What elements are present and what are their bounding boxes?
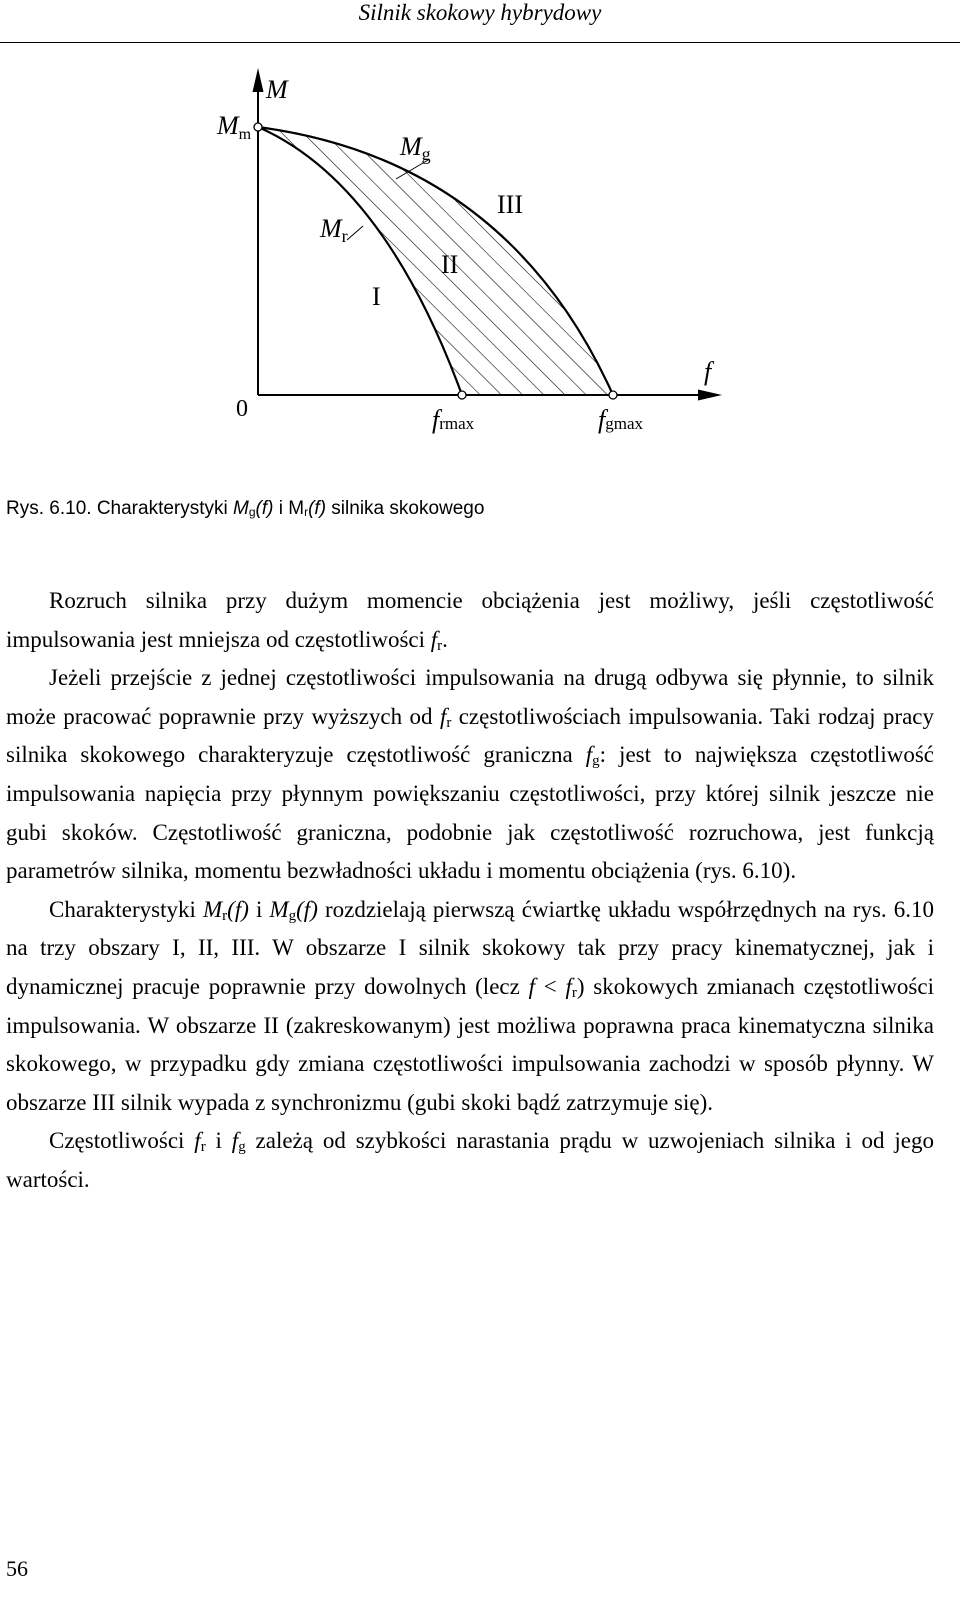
- figure-caption: Rys. 6.10. Charakterystyki $M_g(f)$ i $M_r(f)$ silnika skokowego: [6, 498, 485, 519]
- paragraph-2: Jeżeli przejście z jednej częstotliwości impulsowania na drugą odbywa się płynnie, to silnik może pracować poprawnie przy wyższych od $f_r$ częstotliwościach impulsowania. Taki rodzaj pracy silnika skokowego charakteryzuje częstotliwość graniczna $f_g$: jest to największa częstotliwość impulsowania napięcia przy płynnym powiększaniu częstotliwości, przy której silnik jeszcze nie gubi skoków. Częstotliwość graniczna, podobnie jak częstotliwość rozruchowa, jest funkcją parametrów silnika, momentu bezwładności układu i momentu obciążenia (rys. 6.10).: [6, 665, 934, 884]
- frmax-label: frmax: [432, 405, 475, 434]
- mm-point: [254, 123, 262, 131]
- x-axis-arrow: [698, 390, 722, 401]
- region-iii-label: III: [497, 190, 523, 219]
- fgmax-point: [609, 391, 617, 399]
- mr-label: Mr: [320, 214, 348, 246]
- body-text: [6, 582, 934, 1200]
- page-header: [0, 0, 960, 43]
- header-title: Silnik skokowy hybrydowy: [358, 0, 602, 25]
- paragraph-1: Rozruch silnika przy dużym momencie obciążenia jest możliwy, jeśli częstotliwość impulsowania jest mniejsza od częstotliwości $f_r$.: [6, 588, 934, 654]
- frmax-point: [458, 391, 466, 399]
- paragraph-3: Charakterystyki $M_r(f)$ i $M_g(f)$ rozdzielają pierwszą ćwiartkę układu współrzędnych na rys. 6.10 na trzy obszary I, II, III. W obszarze I silnik skokowy tak przy pracy kinematycznej, jak i dynamicznej pracuje poprawnie przy dowolnych (lecz $f < f_r$) skokowych zmianach częstotliwości impulsowania. W obszarze II (zakreskowanym) jest możliwa poprawna praca kinematyczna silnika skokowego, w przypadku gdy zmiana częstotliwości impulsowania zachodzi w sposób płynny. W obszarze III silnik wypada z synchronizmu (gubi skoki bądź zatrzymuje się).: [6, 896, 935, 1115]
- mg-label: Mg: [400, 132, 431, 164]
- hatched-region-ii: [258, 127, 613, 395]
- axis-x-label: f: [704, 357, 712, 386]
- torque-frequency-figure: [0, 55, 960, 455]
- mr-leader: [347, 226, 363, 240]
- page-number: 56: [6, 1556, 28, 1581]
- paragraph-4: Częstotliwości $f_r$ i $f_g$ zależą od szybkości narastania prądu w uzwojeniach silnika i od jego wartości.: [6, 1128, 935, 1192]
- fgmax-label: fgmax: [598, 405, 644, 434]
- region-i-label: I: [372, 282, 381, 311]
- region-ii-label: II: [441, 250, 459, 279]
- axis-y-label: M: [266, 75, 288, 104]
- mm-label: Mm: [217, 111, 252, 143]
- origin-label: 0: [236, 396, 248, 422]
- y-axis-arrow: [253, 68, 264, 92]
